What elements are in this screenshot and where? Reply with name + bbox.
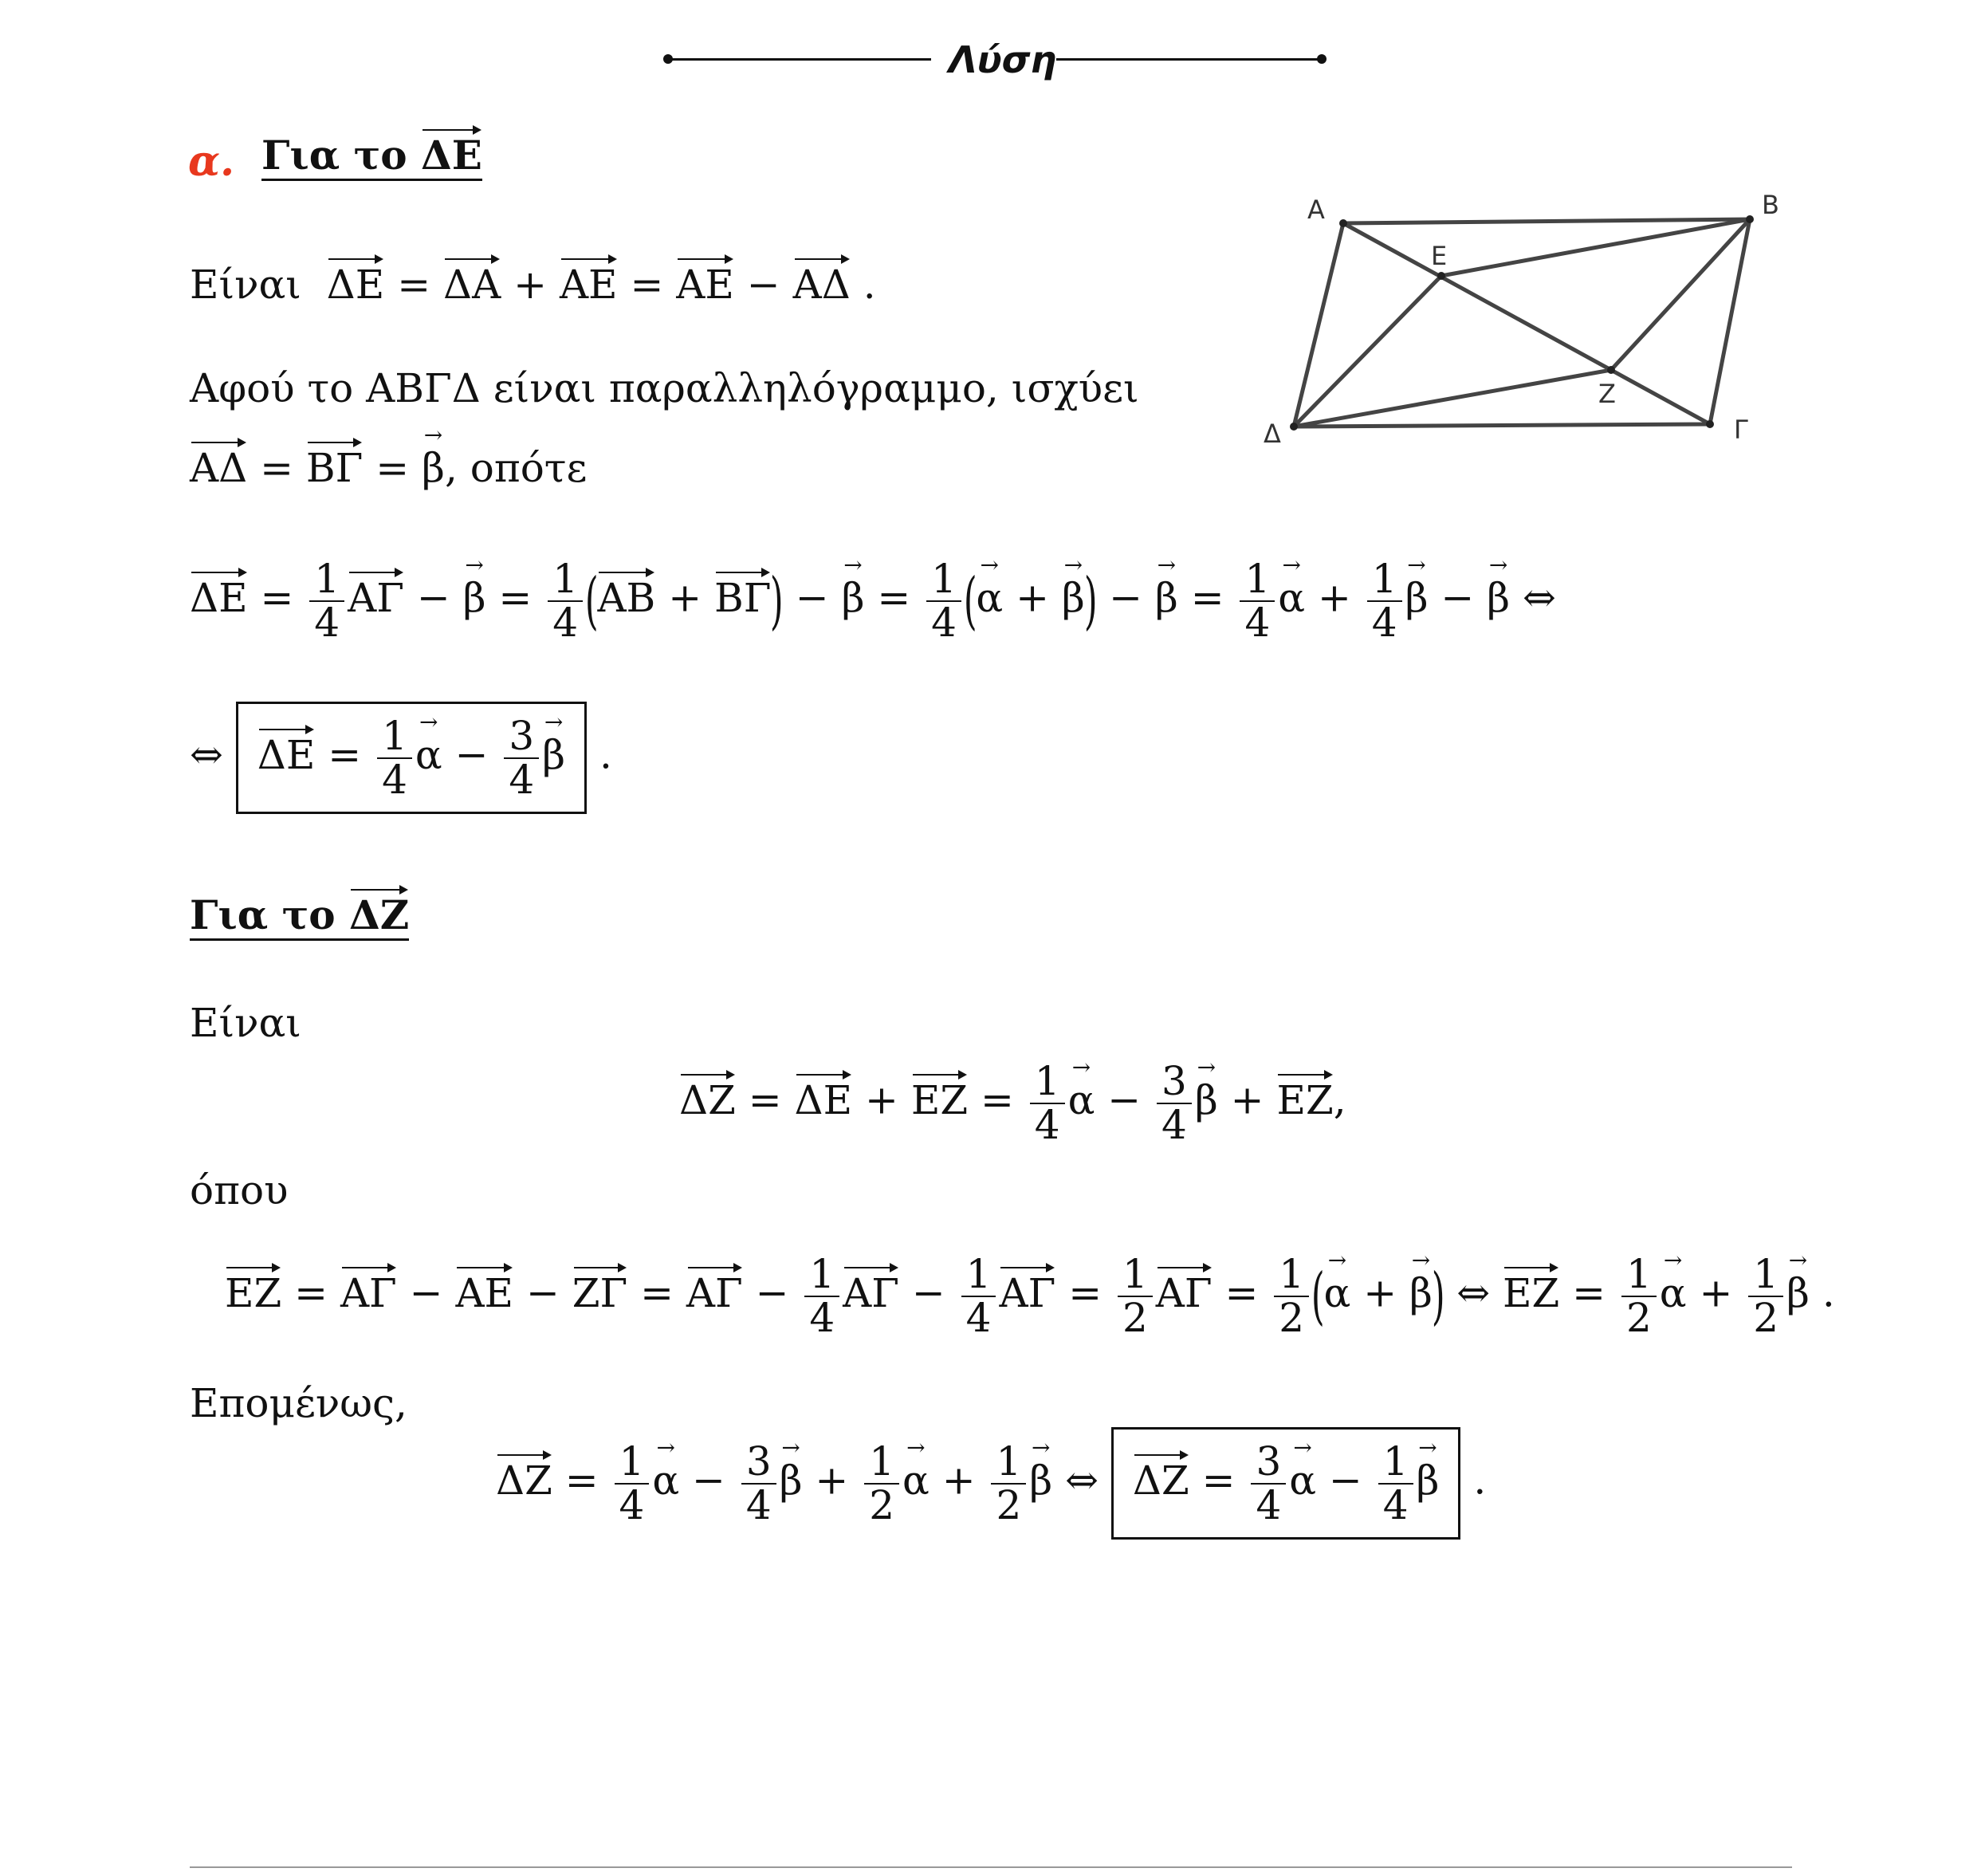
op: = bbox=[397, 262, 431, 308]
eq-EZ: ΕΖ = ΑΓ − ΑΕ − ΖΓ = ΑΓ − $\frac{1}{4}$ ΑΓ − $\frac{1}{4}$ ΑΓ = $\frac{1}{2}$ ΑΓ = $\frac{1}{2}$ (→ α + → β) ⇔ ΕΖ = $\frac{1}{2}$ → α + $\frac{1}{2}$ → β . bbox=[225, 1253, 1835, 1339]
eq-final: ΔΖ = $\frac{1}{4}$ → α − $\frac{3}{4}$ → β + $\frac{1}{2}$ → α + $\frac{1}{2}$ → β ⇔ ΔΖ = $\frac{3}{4}$ → α − $\frac{1}{4}$ → β . bbox=[496, 1427, 1486, 1540]
part-a-line4: ΔΕ = $\frac{1}{4}$ ΑΓ − → β = $\frac{1}{4}$ (ΑΒ + ΒΓ) − → β = $\frac{1}{4}$ (→ α + → β) − → β = $\frac{1}{4}$ → α + $\frac{1}{4}$ → β − → β ⇔ bbox=[190, 558, 1556, 643]
vec-AD: ΑΔ bbox=[792, 262, 851, 308]
fraction: $\frac{1}{4}$ bbox=[309, 558, 344, 643]
op: = bbox=[630, 262, 664, 308]
header-rule-left bbox=[668, 58, 931, 61]
part-a-line3: ΑΔ = ΒΓ = → β, οπότε bbox=[190, 448, 587, 488]
label-Z: Z bbox=[1598, 379, 1616, 409]
parallelogram-figure bbox=[1244, 183, 1818, 470]
part-a-letter: α. bbox=[188, 137, 235, 186]
label-G: Γ bbox=[1734, 415, 1748, 445]
part-a-line2: Αφού το ΑΒΓΔ είναι παραλληλόγραμμο, ισχύει bbox=[190, 365, 1139, 411]
vec-AE: ΑΕ bbox=[559, 262, 618, 308]
op: + bbox=[513, 262, 548, 308]
eq-DZ: ΔΖ = ΔΕ + ΕΖ = $\frac{1}{4}$ → α − $\frac{3}{4}$ → β + ΕΖ, bbox=[679, 1060, 1346, 1146]
vec-BG: ΒΓ bbox=[305, 445, 364, 491]
period: . bbox=[863, 262, 876, 308]
result-box-DZ: ΔΖ = $\frac{3}{4}$ → α − $\frac{1}{4}$ → β bbox=[1111, 1427, 1461, 1540]
part-a-line1 bbox=[190, 262, 876, 308]
label-E: E bbox=[1431, 241, 1448, 271]
header-title: Λύση bbox=[949, 38, 1057, 81]
footer-rule bbox=[190, 1866, 1792, 1868]
part-a-heading bbox=[261, 132, 482, 181]
label-B: B bbox=[1762, 190, 1779, 220]
label-A: A bbox=[1307, 195, 1325, 225]
part-a-heading-text: Για το bbox=[261, 132, 407, 179]
vec-AE: ΑΕ bbox=[676, 262, 734, 308]
label-einai: Είναι bbox=[190, 1000, 301, 1046]
vec-AD: ΑΔ bbox=[190, 445, 248, 491]
part-b-heading bbox=[190, 891, 410, 941]
label-opou: όπου bbox=[190, 1167, 289, 1213]
part-b-heading-vec: ΔΖ bbox=[349, 891, 410, 938]
part-a-heading-vec: ΔΕ bbox=[421, 132, 482, 179]
part-b-heading-text: Για το bbox=[190, 891, 336, 938]
header-dot-left bbox=[663, 54, 673, 64]
vec-DA: ΔΑ bbox=[443, 262, 501, 308]
header-dot-right bbox=[1317, 54, 1327, 64]
part-a-result: ⇔ ΔΕ = $\frac{1}{4}$ → α − $\frac{3}{4}$ → β . bbox=[190, 702, 612, 814]
header-rule-right bbox=[1056, 58, 1323, 61]
op: − bbox=[746, 262, 780, 308]
label-epomenos: Επομένως, bbox=[190, 1380, 407, 1426]
line3-suffix: , οπότε bbox=[444, 445, 588, 491]
vec-beta: → β bbox=[422, 448, 445, 488]
label-D: Δ bbox=[1264, 419, 1281, 449]
result-box-DE: ΔΕ = $\frac{1}{4}$ → α − $\frac{3}{4}$ → β bbox=[236, 702, 587, 814]
line1-prefix: Είναι bbox=[190, 262, 301, 308]
vec-DE: ΔΕ bbox=[326, 262, 385, 308]
